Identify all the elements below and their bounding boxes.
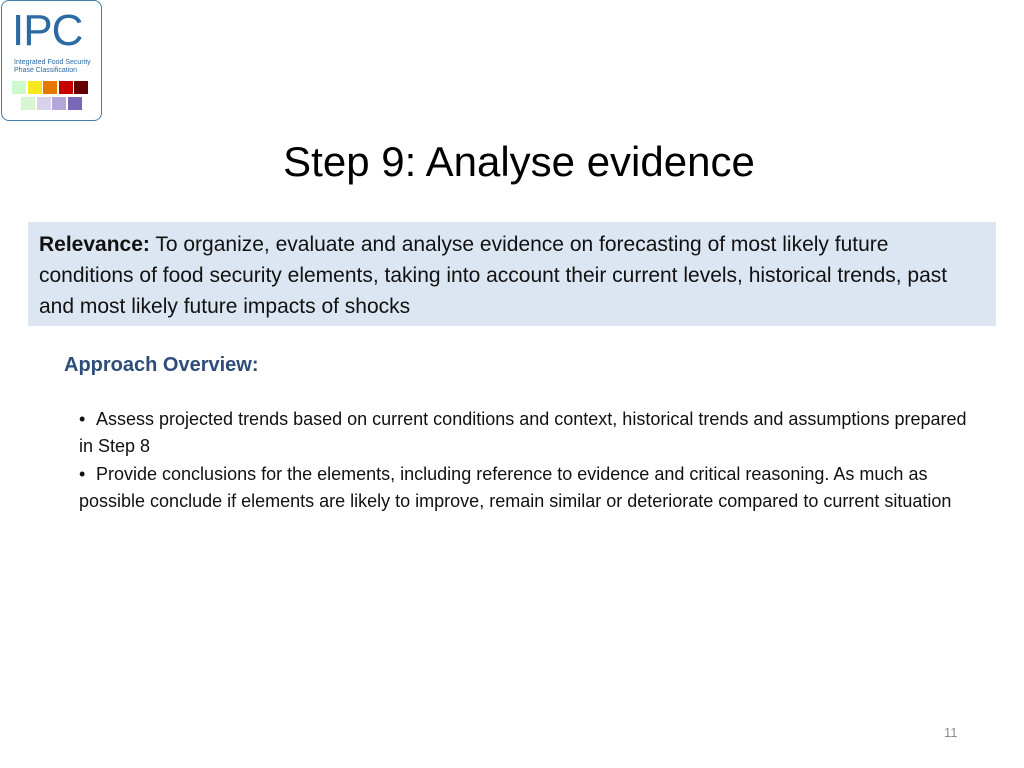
logo-swatches-row2 bbox=[21, 97, 87, 110]
approach-item bbox=[79, 461, 979, 516]
logo-swatch bbox=[74, 81, 88, 94]
slide-title: Step 9: Analyse evidence bbox=[283, 138, 755, 185]
page-number: 11 bbox=[944, 725, 958, 740]
logo-subtitle-line2: Phase Classification bbox=[14, 67, 78, 74]
relevance-box bbox=[28, 222, 996, 326]
logo-swatch bbox=[52, 97, 66, 110]
logo-swatch bbox=[59, 81, 73, 94]
relevance-label: Relevance: bbox=[39, 233, 150, 256]
bullet-icon: • bbox=[79, 409, 86, 429]
logo-subtitle-line1: Integrated Food Security bbox=[14, 59, 91, 66]
logo-swatch bbox=[28, 81, 42, 94]
logo-swatch bbox=[12, 81, 26, 94]
logo-swatch bbox=[43, 81, 57, 94]
approach-item-text: Provide conclusions for the elements, including reference to evidence and critical reasoning. As much as possible conclude if elements are likely to improve, remain similar or deteriorate compared to current situation bbox=[79, 463, 952, 511]
logo-swatch bbox=[21, 97, 35, 110]
relevance-text: To organize, evaluate and analyse evidence on forecasting of most likely future conditions of food security elements, taking into account their current levels, historical trends, past and most likely future impacts of shocks bbox=[39, 233, 948, 318]
logo-swatches-row1 bbox=[12, 81, 94, 94]
logo-subtitle bbox=[14, 59, 91, 75]
bullet-icon: • bbox=[79, 463, 86, 484]
ipc-logo bbox=[1, 0, 102, 121]
approach-heading: Approach Overview: bbox=[64, 354, 259, 376]
logo-swatch bbox=[68, 97, 82, 110]
approach-item bbox=[79, 406, 979, 461]
approach-item-text: Assess projected trends based on current conditions and context, historical trends and assumptions prepared in Step 8 bbox=[79, 409, 967, 457]
approach-list bbox=[79, 406, 979, 515]
logo-swatch bbox=[37, 97, 51, 110]
logo-mark: IPC bbox=[12, 6, 83, 55]
